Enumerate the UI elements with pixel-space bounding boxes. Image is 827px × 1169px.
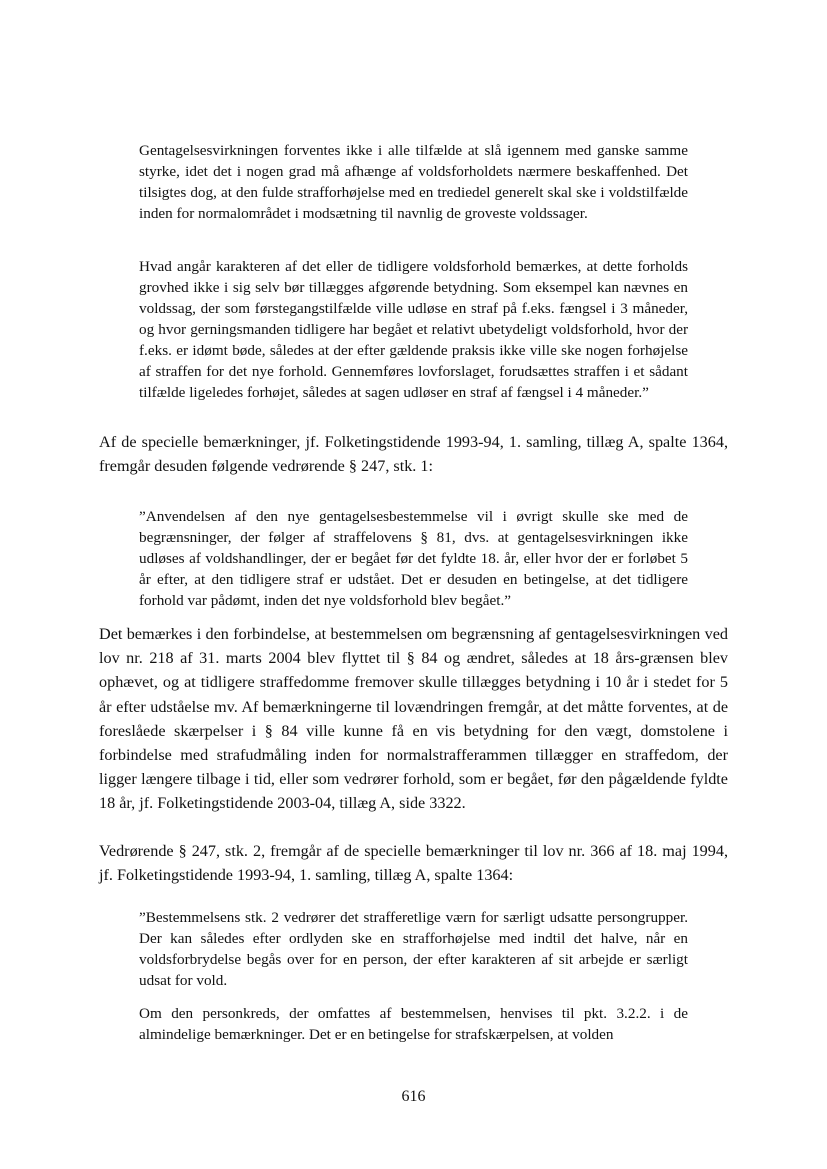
quote-paragraph <box>139 907 688 991</box>
quote-paragraph <box>139 1003 688 1045</box>
paragraph-text: ”Bestemmelsens stk. 2 vedrører det strafferetlige værn for særligt udsatte persongrupper. Der kan således efter ordlyden ske en strafforhøjelse med indtil det halve, når en voldsforbrydelse begås over for en person, der efter karakteren af sit arbejde er særligt udsat for vold. <box>139 909 688 989</box>
body-paragraph <box>99 430 728 478</box>
paragraph-text: Hvad angår karakteren af det eller de tidligere voldsforhold bemærkes, at dette forholds grovhed ikke i sig selv bør tillægges afgørende betydning. Som eksempel kan nævnes en voldssag, der som førstegangstilfælde ville udløse en straf på f.eks. fængsel i 3 måneder, og hvor gerningsmanden tidligere har begået et relativt ubetydeligt voldsforhold, hvor der f.eks. er idømt bøde, således at der efter gældende praksis ikke ville ske nogen forhøjelse af straffen for det nye forhold. Gennemføres lovforslaget, forudsættes straffen i et sådant tilfælde ligeledes forhøjet, således at sagen udløser en straf af fængsel i 4 måneder.” <box>139 258 688 401</box>
paragraph-text: Om den personkreds, der omfattes af bestemmelsen, henvises til pkt. 3.2.2. i de almindelige bemærkninger. Det er en betingelse for strafskærpelsen, at volden <box>139 1005 688 1043</box>
page-number: 616 <box>401 1088 426 1105</box>
paragraph-text: Gentagelsesvirkningen forventes ikke i alle tilfælde at slå igennem med ganske samme styrke, idet det i nogen grad må afhænge af voldsforholdets nærmere beskaffenhed. Det tilsigtes dog, at den fulde strafforhøjelse med en trediedel generelt skal ske i voldstilfælde inden for normalområdet i modsætning til navnlig de groveste voldssager. <box>139 142 688 222</box>
paragraph-text: Af de specielle bemærkninger, jf. Folketingstidende 1993-94, 1. samling, tillæg A, spalte 1364, fremgår desuden følgende vedrørende § 247, stk. 1: <box>99 433 728 476</box>
body-paragraph <box>99 622 728 816</box>
paragraph-text: ”Anvendelsen af den nye gentagelsesbestemmelse vil i øvrigt skulle ske med de begrænsninger, der følger af straffelovens § 81, dvs. at gentagelsesvirkningen ikke udløses af voldshandlinger, der er begået før det fyldte 18. år, eller hvor der er forløbet 5 år efter, at den tidligere straf er udstået. Det er desuden en betingelse, at det tidligere forhold var pådømt, inden det nye voldsforhold blev begået.” <box>139 508 688 609</box>
quote-paragraph <box>139 256 688 403</box>
paragraph-text: Vedrørende § 247, stk. 2, fremgår af de specielle bemærkninger til lov nr. 366 af 18. maj 1994, jf. Folketingstidende 1993-94, 1. samling, tillæg A, spalte 1364: <box>99 842 728 885</box>
quote-paragraph <box>139 506 688 611</box>
quote-paragraph <box>139 140 688 224</box>
body-paragraph <box>99 839 728 887</box>
paragraph-text: Det bemærkes i den forbindelse, at bestemmelsen om begrænsning af gentagelsesvirkningen ved lov nr. 218 af 31. marts 2004 blev flyttet til § 84 og ændret, således at 18 års-grænsen blev ophævet, og at tidligere straffedomme fremover skulle tillægges betydning i 10 år i stedet for 5 år efter udståelse mv. Af bemærkningerne til lovændringen fremgår, at det måtte forventes, at de foreslåede skærpelser i § 84 ville kunne få en vis betydning for den vægt, domstolene i forbindelse med strafudmåling inden for normalstrafferammen tillægger en straffedom, der ligger længere tilbage i tid, eller som vedrører forhold, som er begået, før den pågældende fyldte 18 år, jf. Folketingstidende 2003-04, tillæg A, side 3322. <box>99 625 728 813</box>
